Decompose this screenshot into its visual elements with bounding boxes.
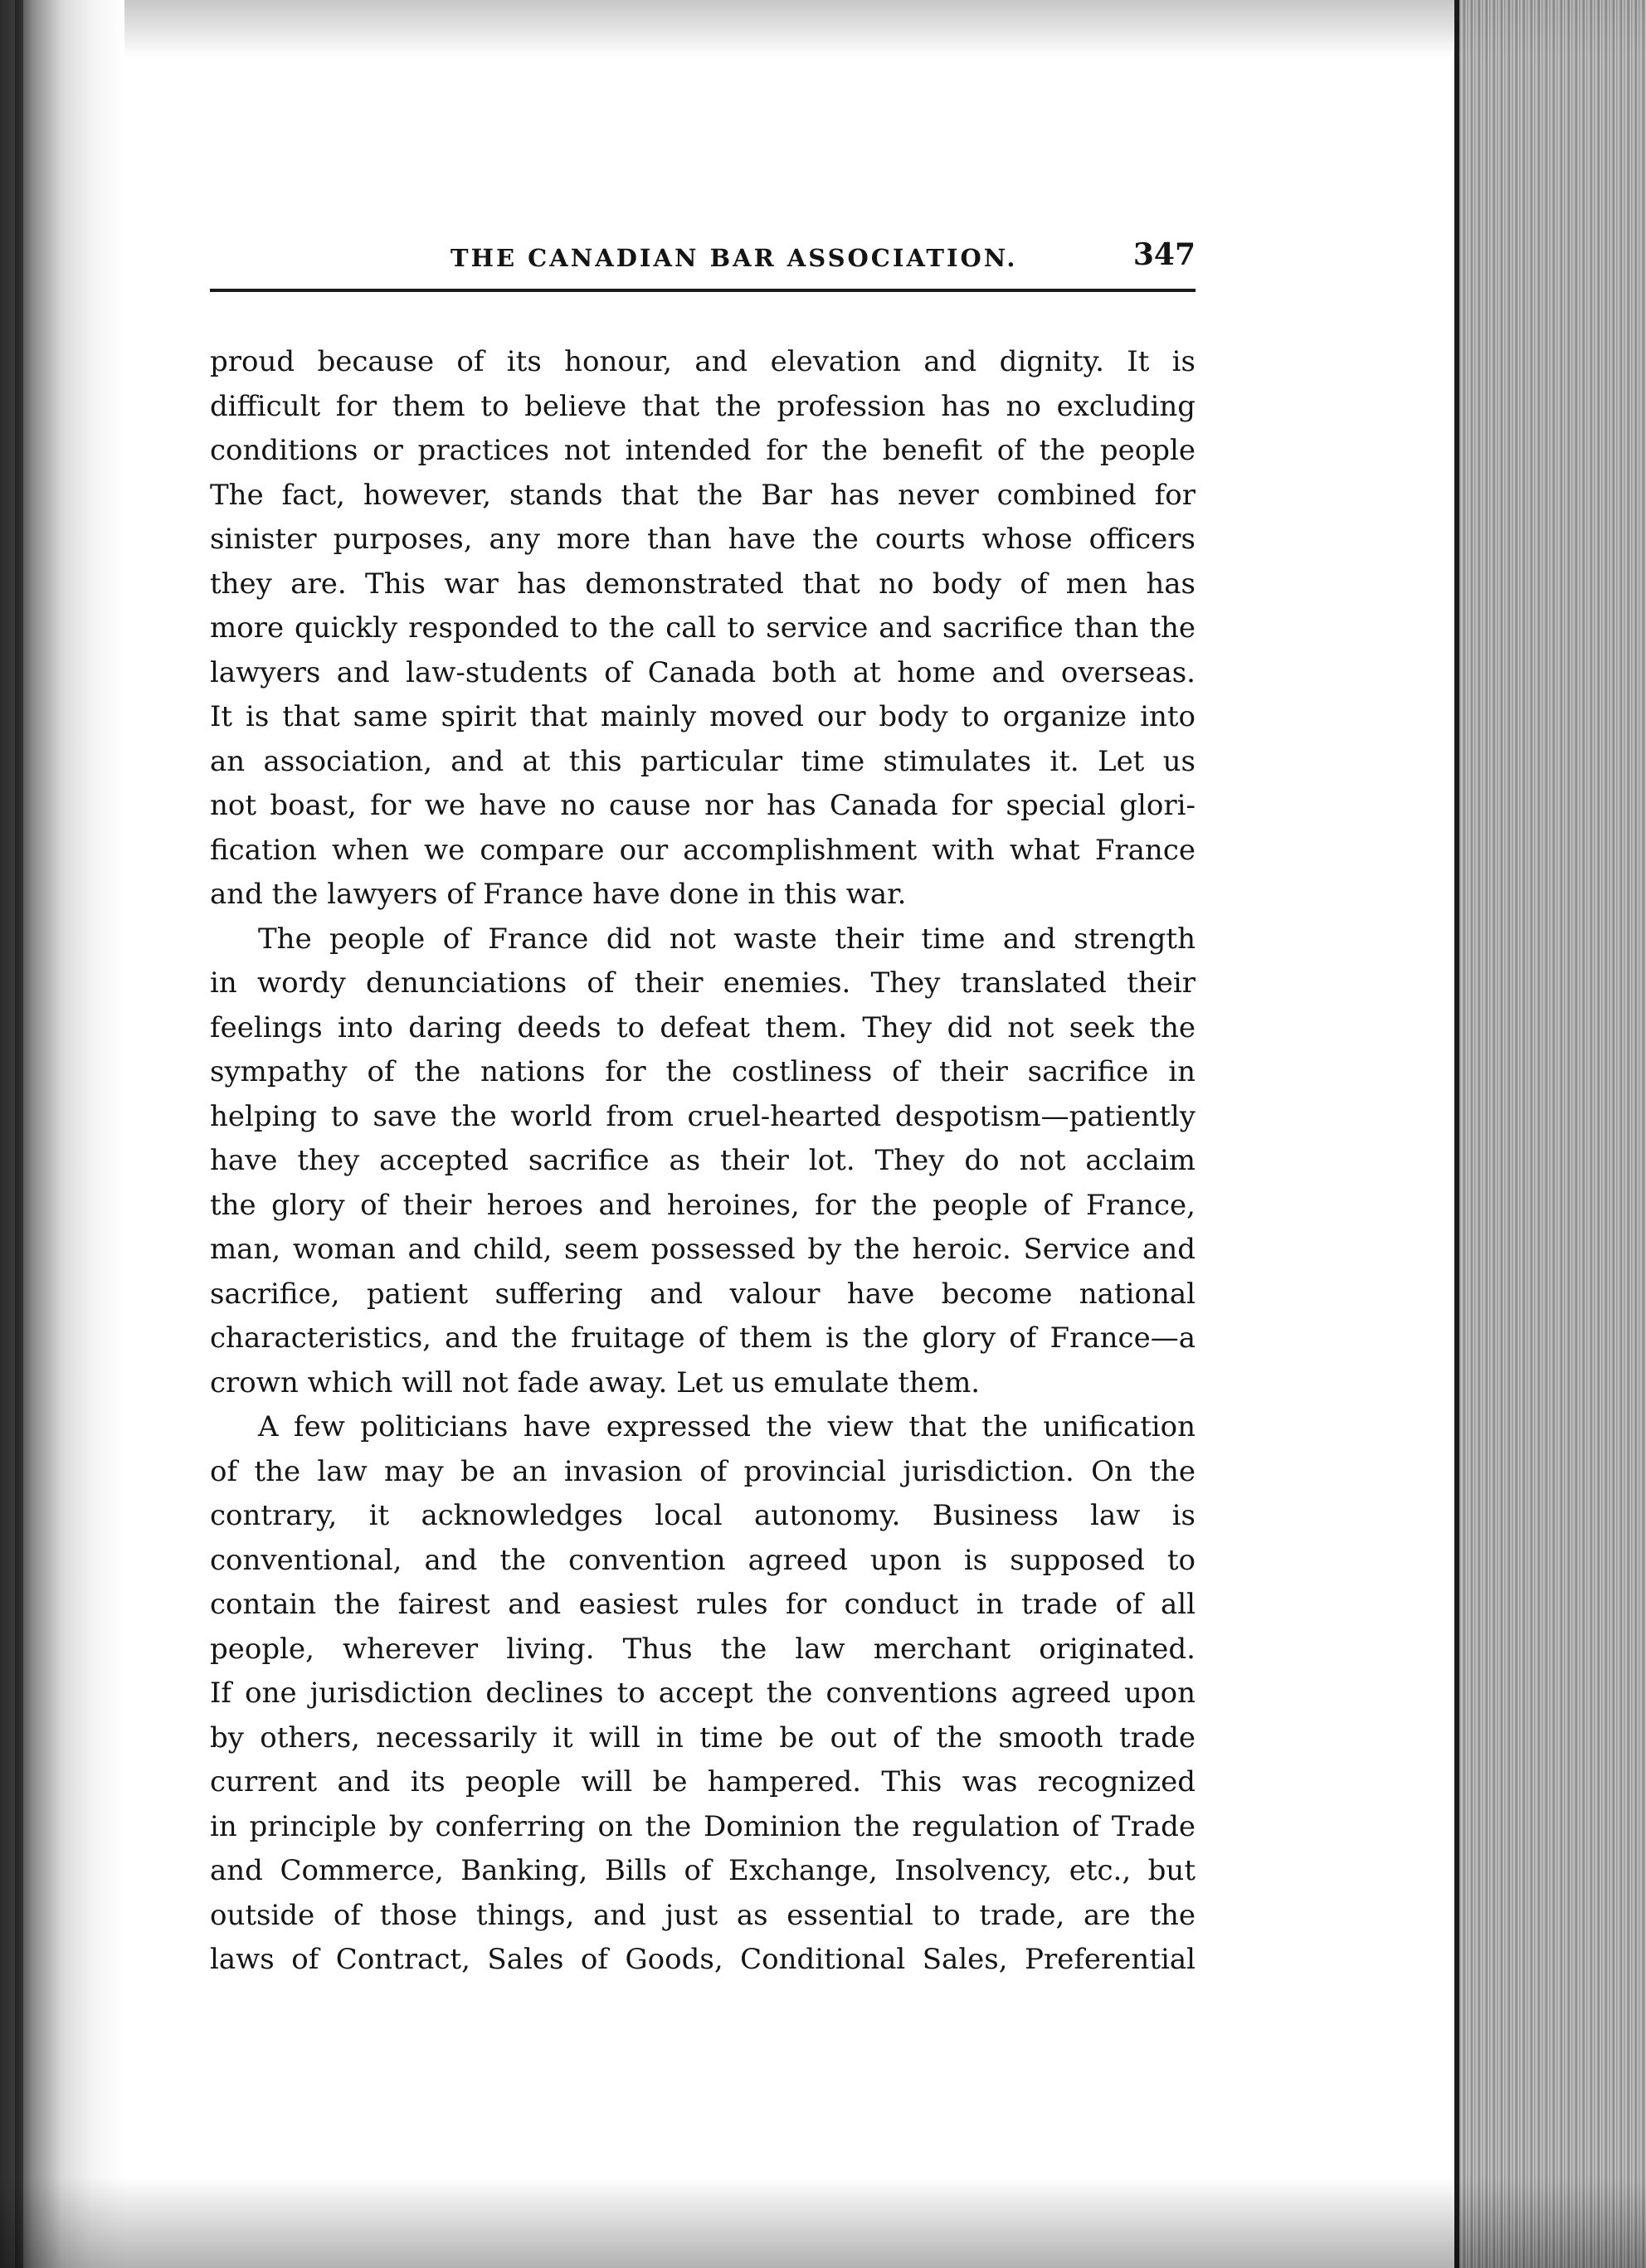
text-line: sympathy of the nations for the costliness of their sacrifice in bbox=[210, 1055, 1196, 1088]
page-number: 347 bbox=[1132, 237, 1196, 272]
text-line: A few politicians have expressed the view that the unification bbox=[258, 1410, 1196, 1443]
text-line: contrary, it acknowledges local autonomy. Business law is bbox=[210, 1499, 1196, 1532]
text-line: not boast, for we have no cause nor has Canada for special glori- bbox=[210, 789, 1196, 822]
text-line: have they accepted sacrifice as their lot. They do not acclaim bbox=[210, 1144, 1196, 1177]
text-line: laws of Contract, Sales of Goods, Conditional Sales, Preferential bbox=[210, 1943, 1196, 1976]
text-line: of the law may be an invasion of provincial jurisdiction. On the bbox=[210, 1454, 1196, 1488]
paragraph bbox=[210, 1405, 1196, 1983]
text-line: and the lawyers of France have done in this war. bbox=[210, 878, 907, 911]
text-line: man, woman and child, seem possessed by the heroic. Service and bbox=[210, 1233, 1196, 1266]
scan-top-shadow bbox=[0, 0, 1646, 58]
text-line: lawyers and law-students of Canada both at home and overseas. bbox=[210, 655, 1196, 689]
text-line: more quickly responded to the call to service and sacrifice than the bbox=[210, 611, 1196, 645]
text-line: in principle by conferring on the Dominion the regulation of Trade bbox=[210, 1809, 1196, 1843]
text-line: sinister purposes, any more than have the courts whose officers bbox=[210, 523, 1196, 556]
text-line: and Commerce, Banking, Bills of Exchange, Insolvency, etc., but bbox=[210, 1854, 1196, 1887]
text-line: people, wherever living. Thus the law merchant originated. bbox=[210, 1632, 1196, 1666]
text-line: helping to save the world from cruel-hearted despotism—patiently bbox=[210, 1099, 1196, 1133]
text-line: crown which will not fade away. Let us emulate them. bbox=[210, 1365, 981, 1399]
paragraph bbox=[210, 340, 1196, 917]
running-head-title: THE CANADIAN BAR ASSOCIATION. bbox=[450, 244, 1018, 272]
scan-right-page-stack bbox=[1459, 0, 1646, 2268]
text-line: by others, necessarily it will in time be out of the smooth trade bbox=[210, 1720, 1196, 1755]
text-line: in wordy denunciations of their enemies. They translated their bbox=[210, 966, 1196, 1000]
text-line: The fact, however, stands that the Bar has never combined for bbox=[210, 478, 1196, 512]
text-line: conventional, and the convention agreed upon is supposed to bbox=[210, 1543, 1196, 1577]
text-line: difficult for them to believe that the profession has no excluding bbox=[210, 389, 1196, 423]
text-line: It is that same spirit that mainly moved our body to organize into bbox=[210, 700, 1196, 733]
text-line: feelings into daring deeds to defeat them. They did not seek the bbox=[210, 1010, 1196, 1044]
text-line: If one jurisdiction declines to accept the conventions agreed upon bbox=[210, 1677, 1196, 1710]
text-line: current and its people will be hampered. This was recognized bbox=[210, 1765, 1196, 1798]
text-line: sacrifice, patient suffering and valour have become national bbox=[210, 1277, 1196, 1311]
text-line: they are. This war has demonstrated that no body of men has bbox=[210, 567, 1196, 601]
scan-book-spine bbox=[15, 0, 23, 2268]
book-page bbox=[210, 237, 1196, 1983]
text-line: The people of France did not waste their time and strength bbox=[258, 922, 1196, 956]
text-line: outside of those things, and just as essential to trade, are the bbox=[210, 1898, 1196, 1932]
text-line: an association, and at this particular time stimulates it. Let us bbox=[210, 744, 1196, 778]
scan-bottom-shadow bbox=[0, 2177, 1646, 2268]
page-body bbox=[210, 340, 1196, 1983]
scan-page-edge-line bbox=[1454, 0, 1459, 2268]
text-line: characteristics, and the fruitage of them is the glory of France—a bbox=[210, 1321, 1196, 1355]
running-head bbox=[210, 237, 1196, 292]
text-line: conditions or practices not intended for the benefit of the people bbox=[210, 434, 1196, 467]
text-line: proud because of its honour, and elevation and dignity. It is bbox=[210, 345, 1196, 378]
text-line: contain the fairest and easiest rules for conduct in trade of all bbox=[210, 1588, 1196, 1621]
text-line: fication when we compare our accomplishment with what France bbox=[210, 833, 1196, 867]
text-line: the glory of their heroes and heroines, for the people of France, bbox=[210, 1188, 1196, 1222]
paragraph bbox=[210, 917, 1196, 1406]
